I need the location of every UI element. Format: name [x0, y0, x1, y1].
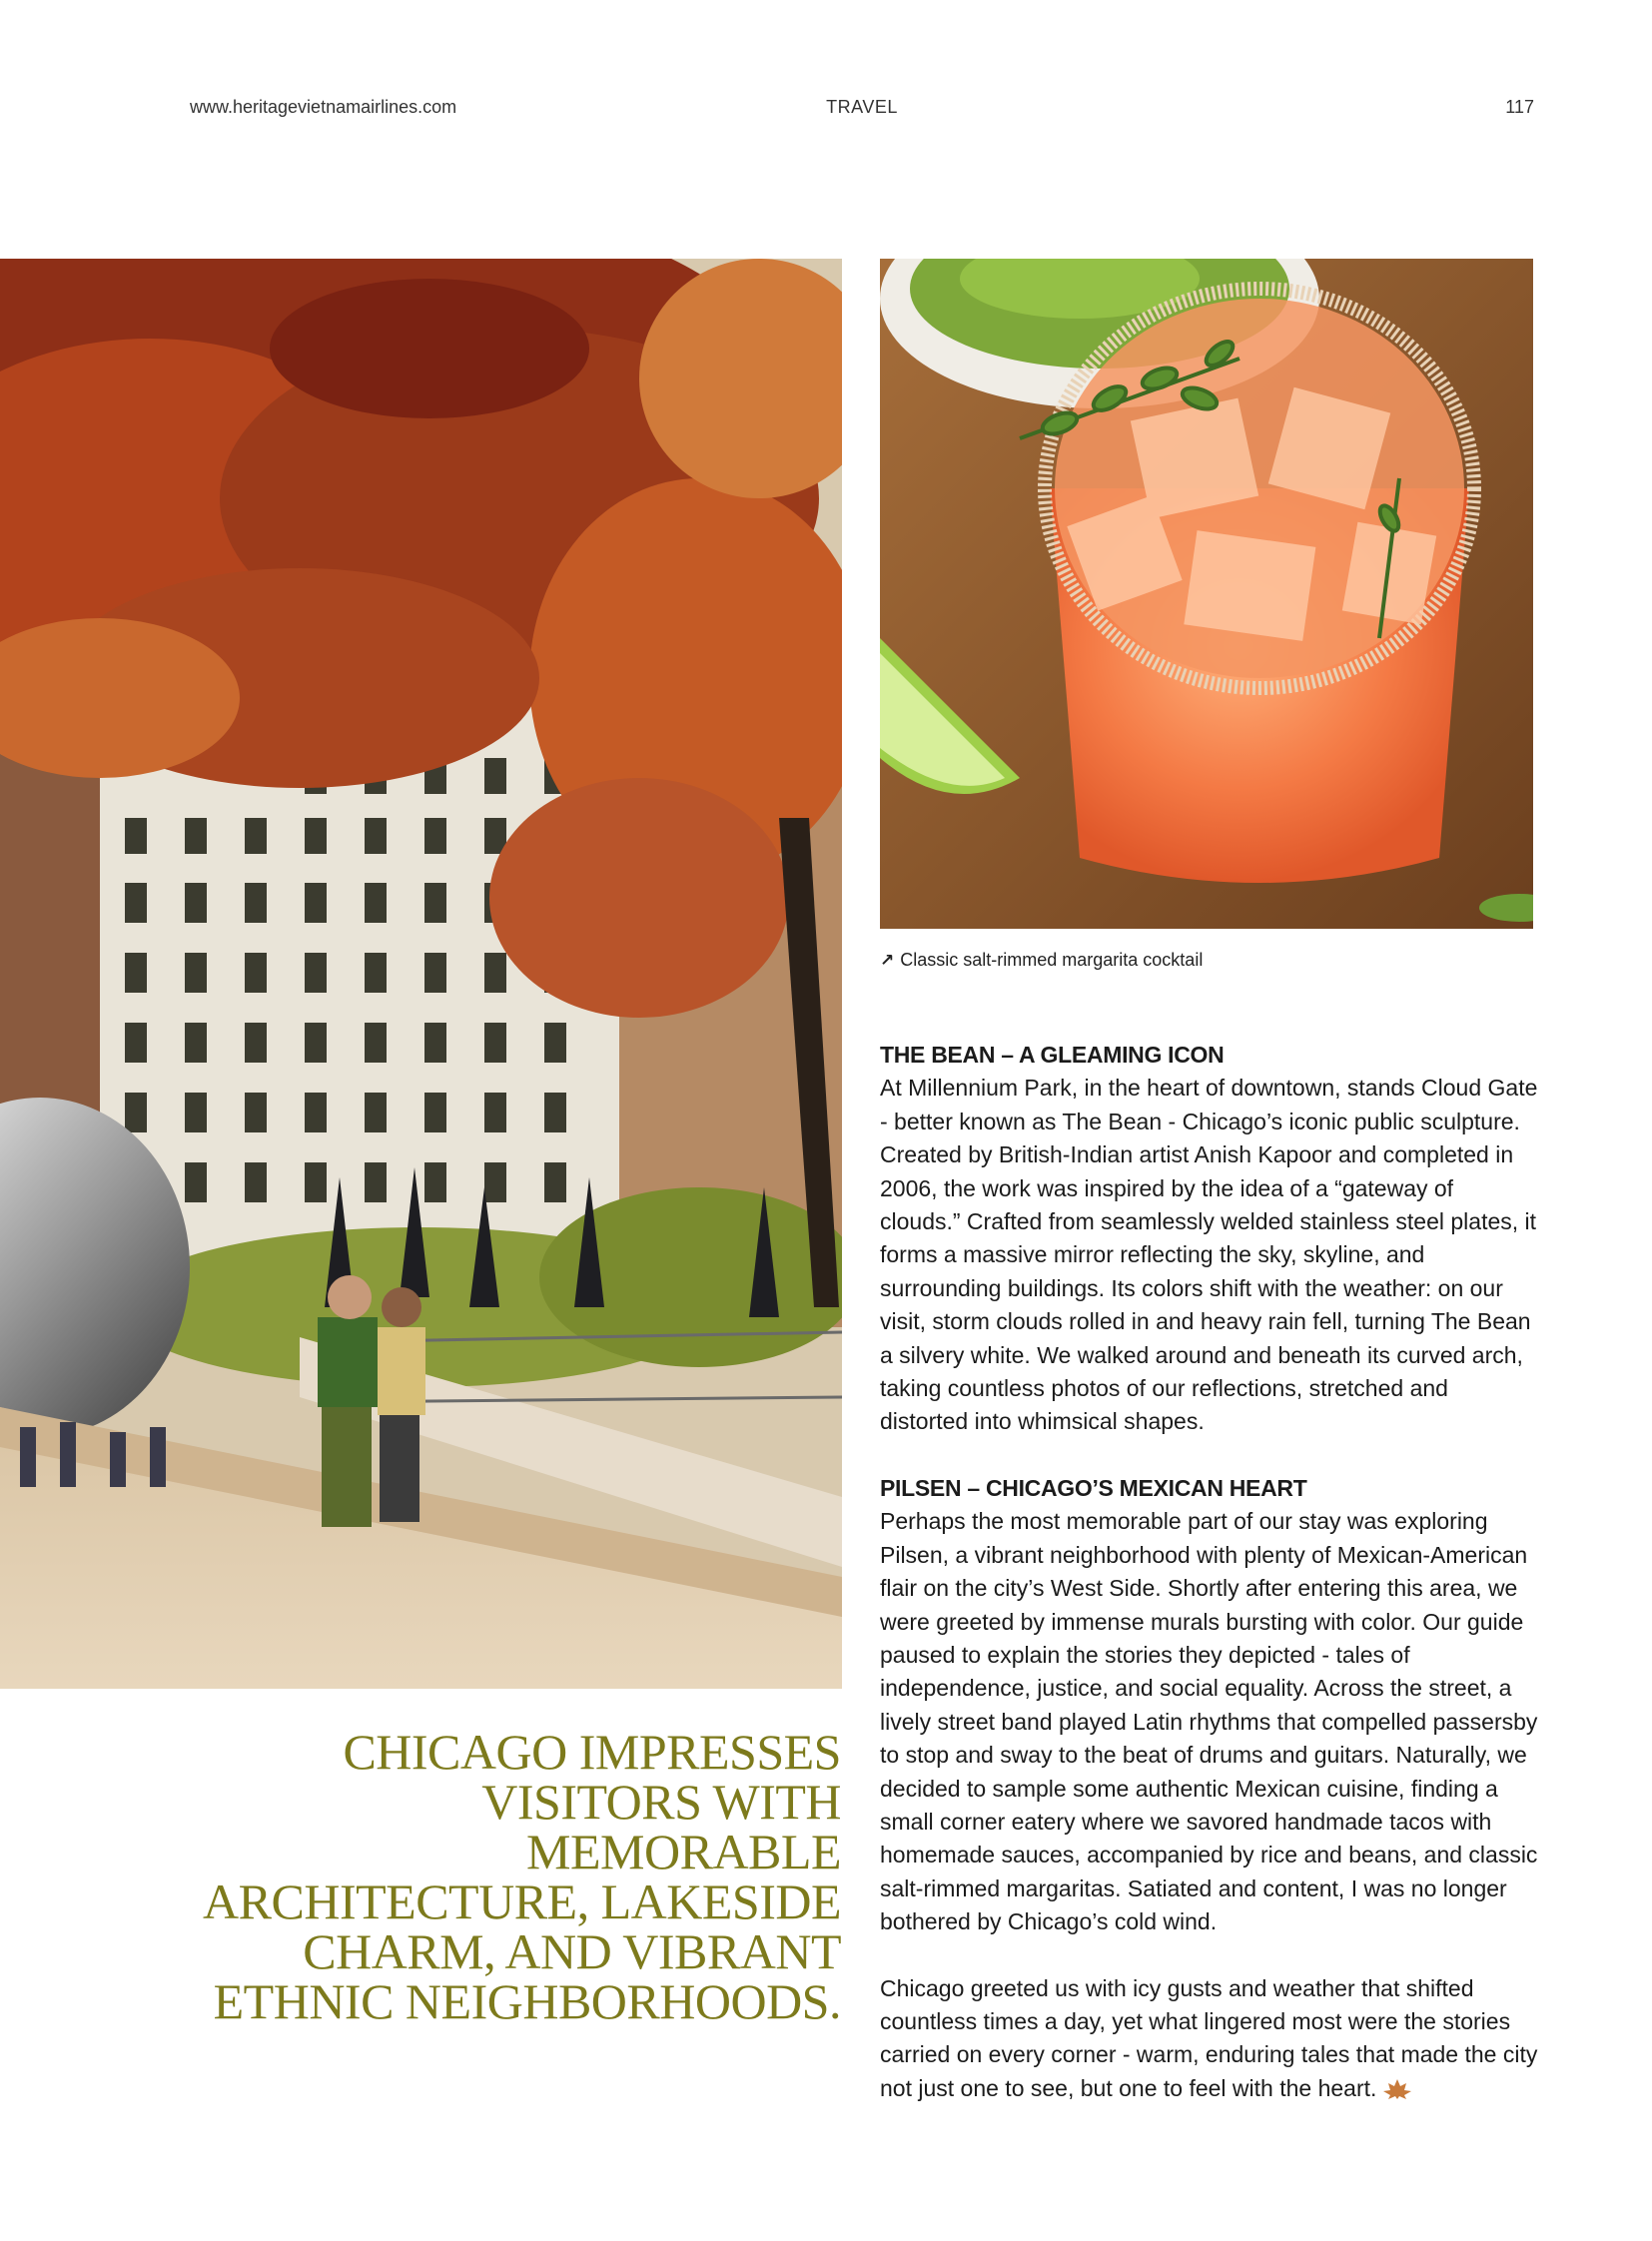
closing-block: [880, 1972, 1539, 2106]
section-heading: PILSEN – CHICAGO’S MEXICAN HEART: [880, 1474, 1307, 1501]
section-the-bean: [880, 1039, 1539, 1439]
closing-text: Chicago greeted us with icy gusts and weather that shifted countless times a day, yet what lingered most were the stories carried on every corner - warm, enduring tales that made the city not just one to see, but one to feel with the heart.: [880, 1974, 1538, 2101]
pull-quote: CHICAGO IMPRESSES VISITORS WITH MEMORABLE ARCHITECTURE, LAKESIDE CHARM, AND VIBRANT ETHNIC NEIGHBORHOODS.: [203, 1724, 841, 2029]
website-url: www.heritagevietnamairlines.com: [190, 97, 457, 117]
cloud-gate-photo-art: [0, 259, 842, 1689]
section-paragraph: At Millennium Park, in the heart of downtown, stands Cloud Gate - better known as The Bean - Chicago’s iconic public sculpture. Created by British-Indian artist Anish Kapoor and completed in 2006, the work was inspired by the idea of a “gateway of clouds.” Crafted from seamlessly welded stainless steel plates, it forms a massive mirror reflecting the sky, skyline, and surrounding buildings. Its colors shift with the weather: on our visit, storm clouds rolled in and heavy rain fell, turning The Bean a silvery white. We walked around and beneath its curved arch, taking countless photos of our reflections, stretched and distorted into whimsical shapes.: [880, 1075, 1538, 1435]
caption-arrow-icon: ↗: [880, 951, 895, 970]
section-label: TRAVEL: [826, 97, 898, 117]
page-header: [190, 97, 1534, 121]
cloud-gate-photo: [0, 259, 842, 1689]
photo-caption: [880, 950, 1203, 971]
margarita-photo-art: [880, 259, 1533, 929]
caption-text: Classic salt-rimmed margarita cocktail: [900, 950, 1204, 970]
section-pilsen: [880, 1472, 1539, 1939]
page-number: 117: [1505, 97, 1534, 117]
closing-paragraph: [880, 1972, 1539, 2106]
margarita-photo: [880, 259, 1533, 929]
section-heading: THE BEAN – A GLEAMING ICON: [880, 1042, 1225, 1068]
article-body: [880, 1039, 1539, 2138]
section-paragraph: Perhaps the most memorable part of our stay was exploring Pilsen, a vibrant neighborhood with plenty of Mexican-American flair on the city’s West Side. Shortly after entering this area, we were greeted by immense murals bursting with color. Our guide paused to explain the stories they depicted - tales of independence, justice, and social equality. Across the street, a lively street band played Latin rhythms that compelled passersby to stop and sway to the beat of drums and guitars. Naturally, we decided to sample some authentic Mexican cuisine, finding a small corner eatery where we savored handmade tacos with homemade sauces, accompanied by rice and beans, and classic salt-rimmed margaritas. Satiated and content, I was no longer bothered by Chicago’s cold wind.: [880, 1508, 1538, 1935]
maple-leaf-icon: [1382, 2078, 1412, 2100]
